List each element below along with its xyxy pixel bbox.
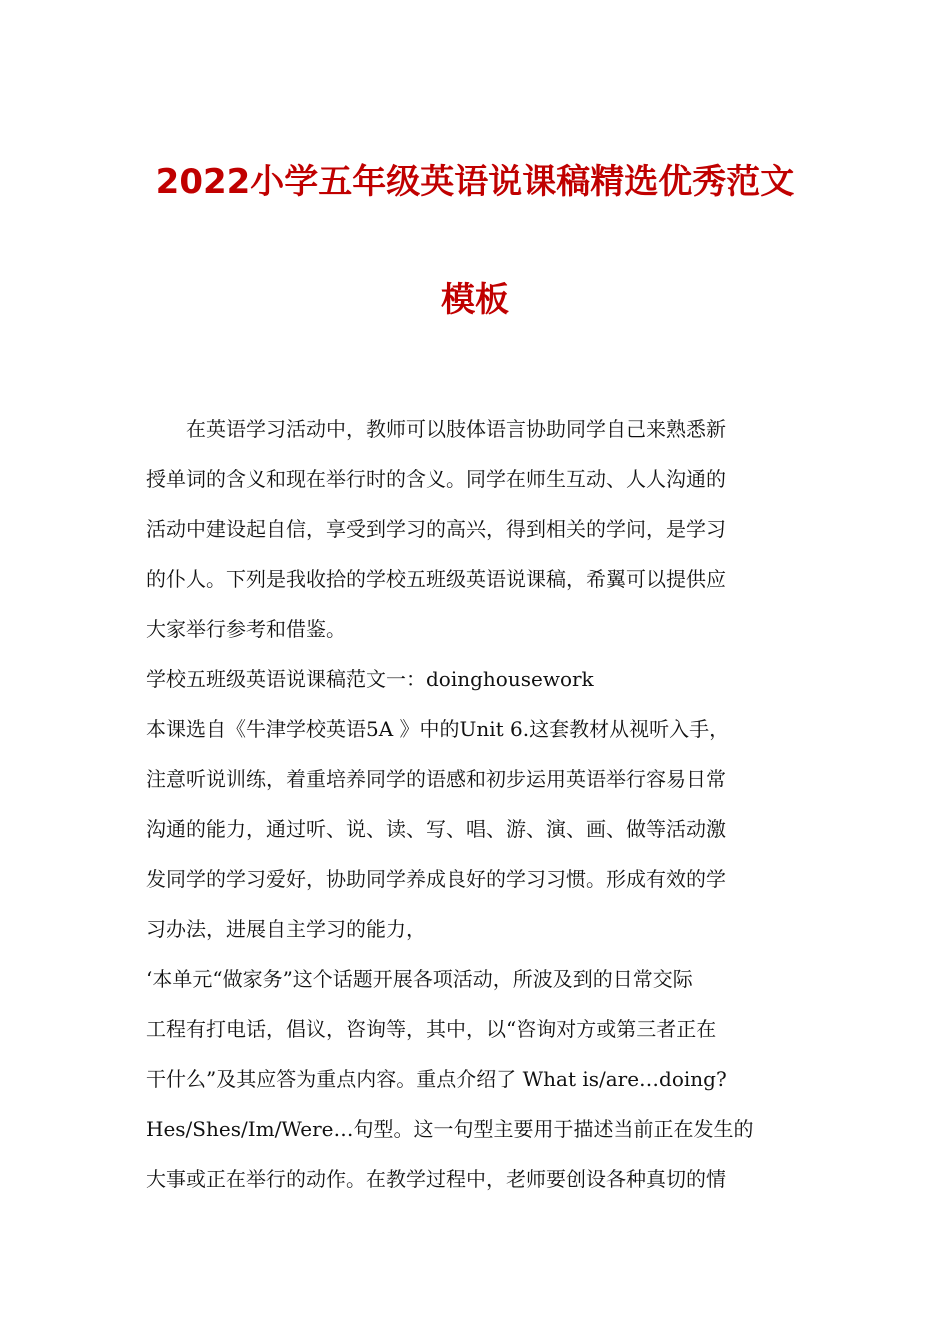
body-line: 授单词的含义和现在举行时的含义。同学在师生互动、人人沟通的 — [146, 467, 726, 491]
body-line: Hes/Shes/Im/Were…句型。这一句型主要用于描述当前正在发生的 — [146, 1117, 754, 1141]
document-title-line-1: 2022小学五年级英语说课稿精选优秀范文 — [155, 162, 795, 202]
body-line: 大事或正在举行的动作。在教学过程中，老师要创设各种真切的情 — [146, 1167, 726, 1191]
body-line: 发同学的学习爱好，协助同学养成良好的学习习惯。形成有效的学 — [146, 867, 726, 891]
body-line: 本课选自《牛津学校英语5A 》中的Unit 6.这套教材从视听入手， — [146, 717, 730, 741]
body-line: 工程有打电话，倡议，咨询等，其中，以“咨询对方或第三者正在 — [146, 1017, 717, 1041]
body-line: 大家举行参考和借鉴。 — [146, 617, 346, 641]
body-line: 干什么”及其应答为重点内容。重点介绍了 What is/are…doing? — [146, 1067, 727, 1091]
body-line: 活动中建设起自信，享受到学习的高兴，得到相关的学问，是学习 — [146, 517, 726, 541]
body-line: 沟通的能力，通过听、说、读、写、唱、游、演、画、做等活动激 — [146, 817, 726, 841]
body-line: 的仆人。下列是我收拾的学校五班级英语说课稿，希翼可以提供应 — [146, 567, 726, 591]
document-body — [146, 410, 806, 1210]
section-heading: 学校五班级英语说课稿范文一：doinghousework — [146, 667, 594, 691]
body-line: 在英语学习活动中，教师可以肢体语言协助同学自己来熟悉新 — [146, 417, 726, 441]
body-line: ‘本单元“做家务”这个话题开展各项活动，所波及到的日常交际 — [146, 967, 693, 991]
body-line: 习办法，进展自主学习的能力， — [146, 917, 426, 941]
document-title-line-2: 模板 — [441, 280, 509, 320]
body-line: 注意听说训练，着重培养同学的语感和初步运用英语举行容易日常 — [146, 767, 726, 791]
